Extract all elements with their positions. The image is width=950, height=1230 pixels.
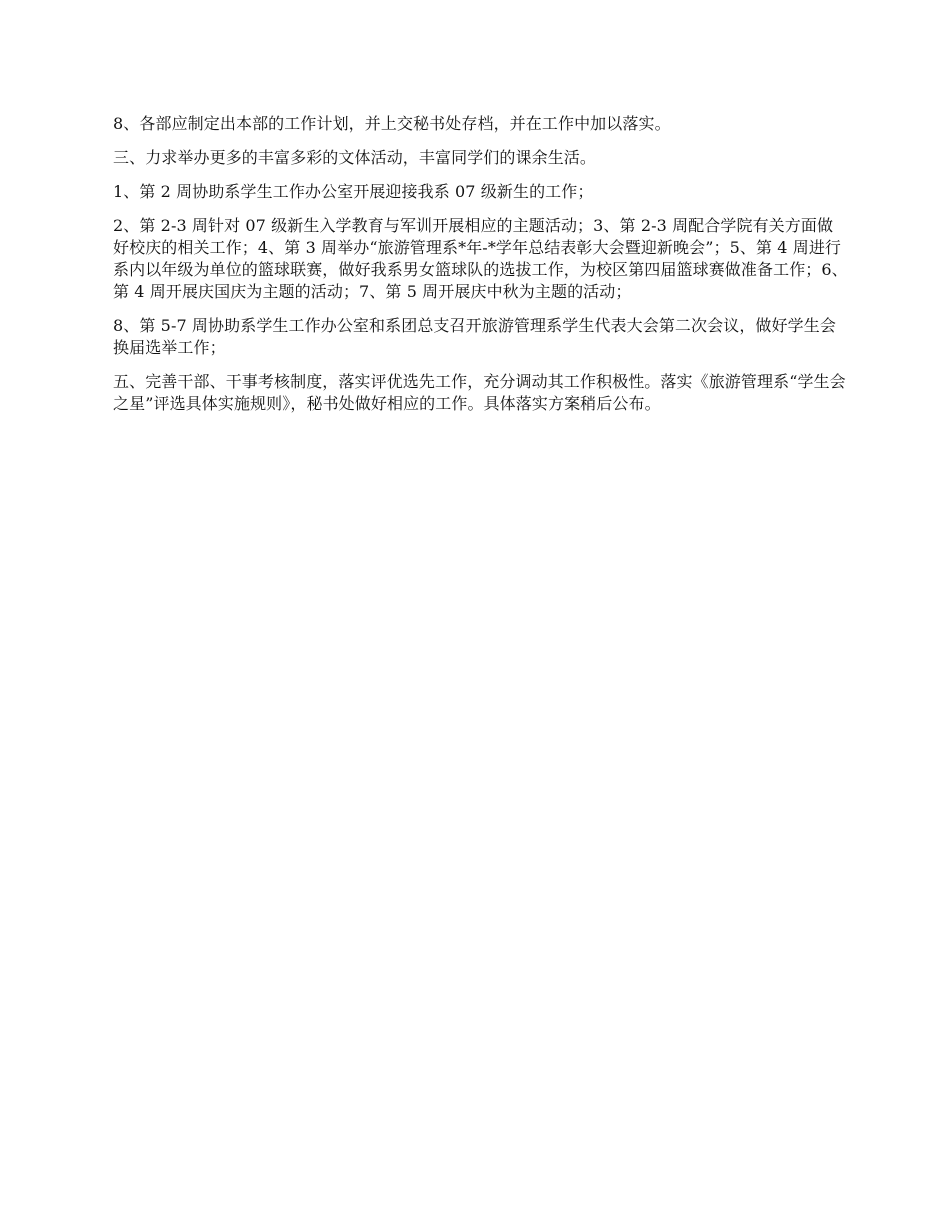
paragraph-activities-schedule: 2、第 2-3 周针对 07 级新生入学教育与军训开展相应的主题活动；3、第 2-3 周配合学院有关方面做好校庆的相关工作；4、第 3 周举办“旅游管理系*年-*学年总结表彰大会暨迎新晚会”；5、第 4 周进行系内以年级为单位的篮球联赛，做好我系男女篮球队的选拔工作，为校区第四届篮球赛做准备工作；6、第 4 周开展庆国庆为主题的活动；7、第 5 周开展庆中秋为主题的活动； [113, 216, 848, 301]
paragraph-section-five-evaluation: 五、完善干部、干事考核制度，落实评优选先工作，充分调动其工作积极性。落实《旅游管理系“学生会之星”评选具体实施规则》，秘书处做好相应的工作。具体落实方案稍后公布。 [113, 372, 846, 413]
paragraph-week-2-freshmen: 1、第 2 周协助系学生工作办公室开展迎接我系 07 级新生的工作； [113, 182, 594, 201]
paragraph-student-congress: 8、第 5-7 周协助系学生工作办公室和系团总支召开旅游管理系学生代表大会第二次会议，做好学生会换届选举工作； [113, 316, 836, 357]
paragraph-work-plan: 8、各部应制定出本部的工作计划，并上交秘书处存档，并在工作中加以落实。 [113, 114, 671, 133]
paragraph-section-three-heading: 三、力求举办更多的丰富多彩的文体活动，丰富同学们的课余生活。 [113, 148, 597, 167]
document-body [113, 113, 848, 427]
